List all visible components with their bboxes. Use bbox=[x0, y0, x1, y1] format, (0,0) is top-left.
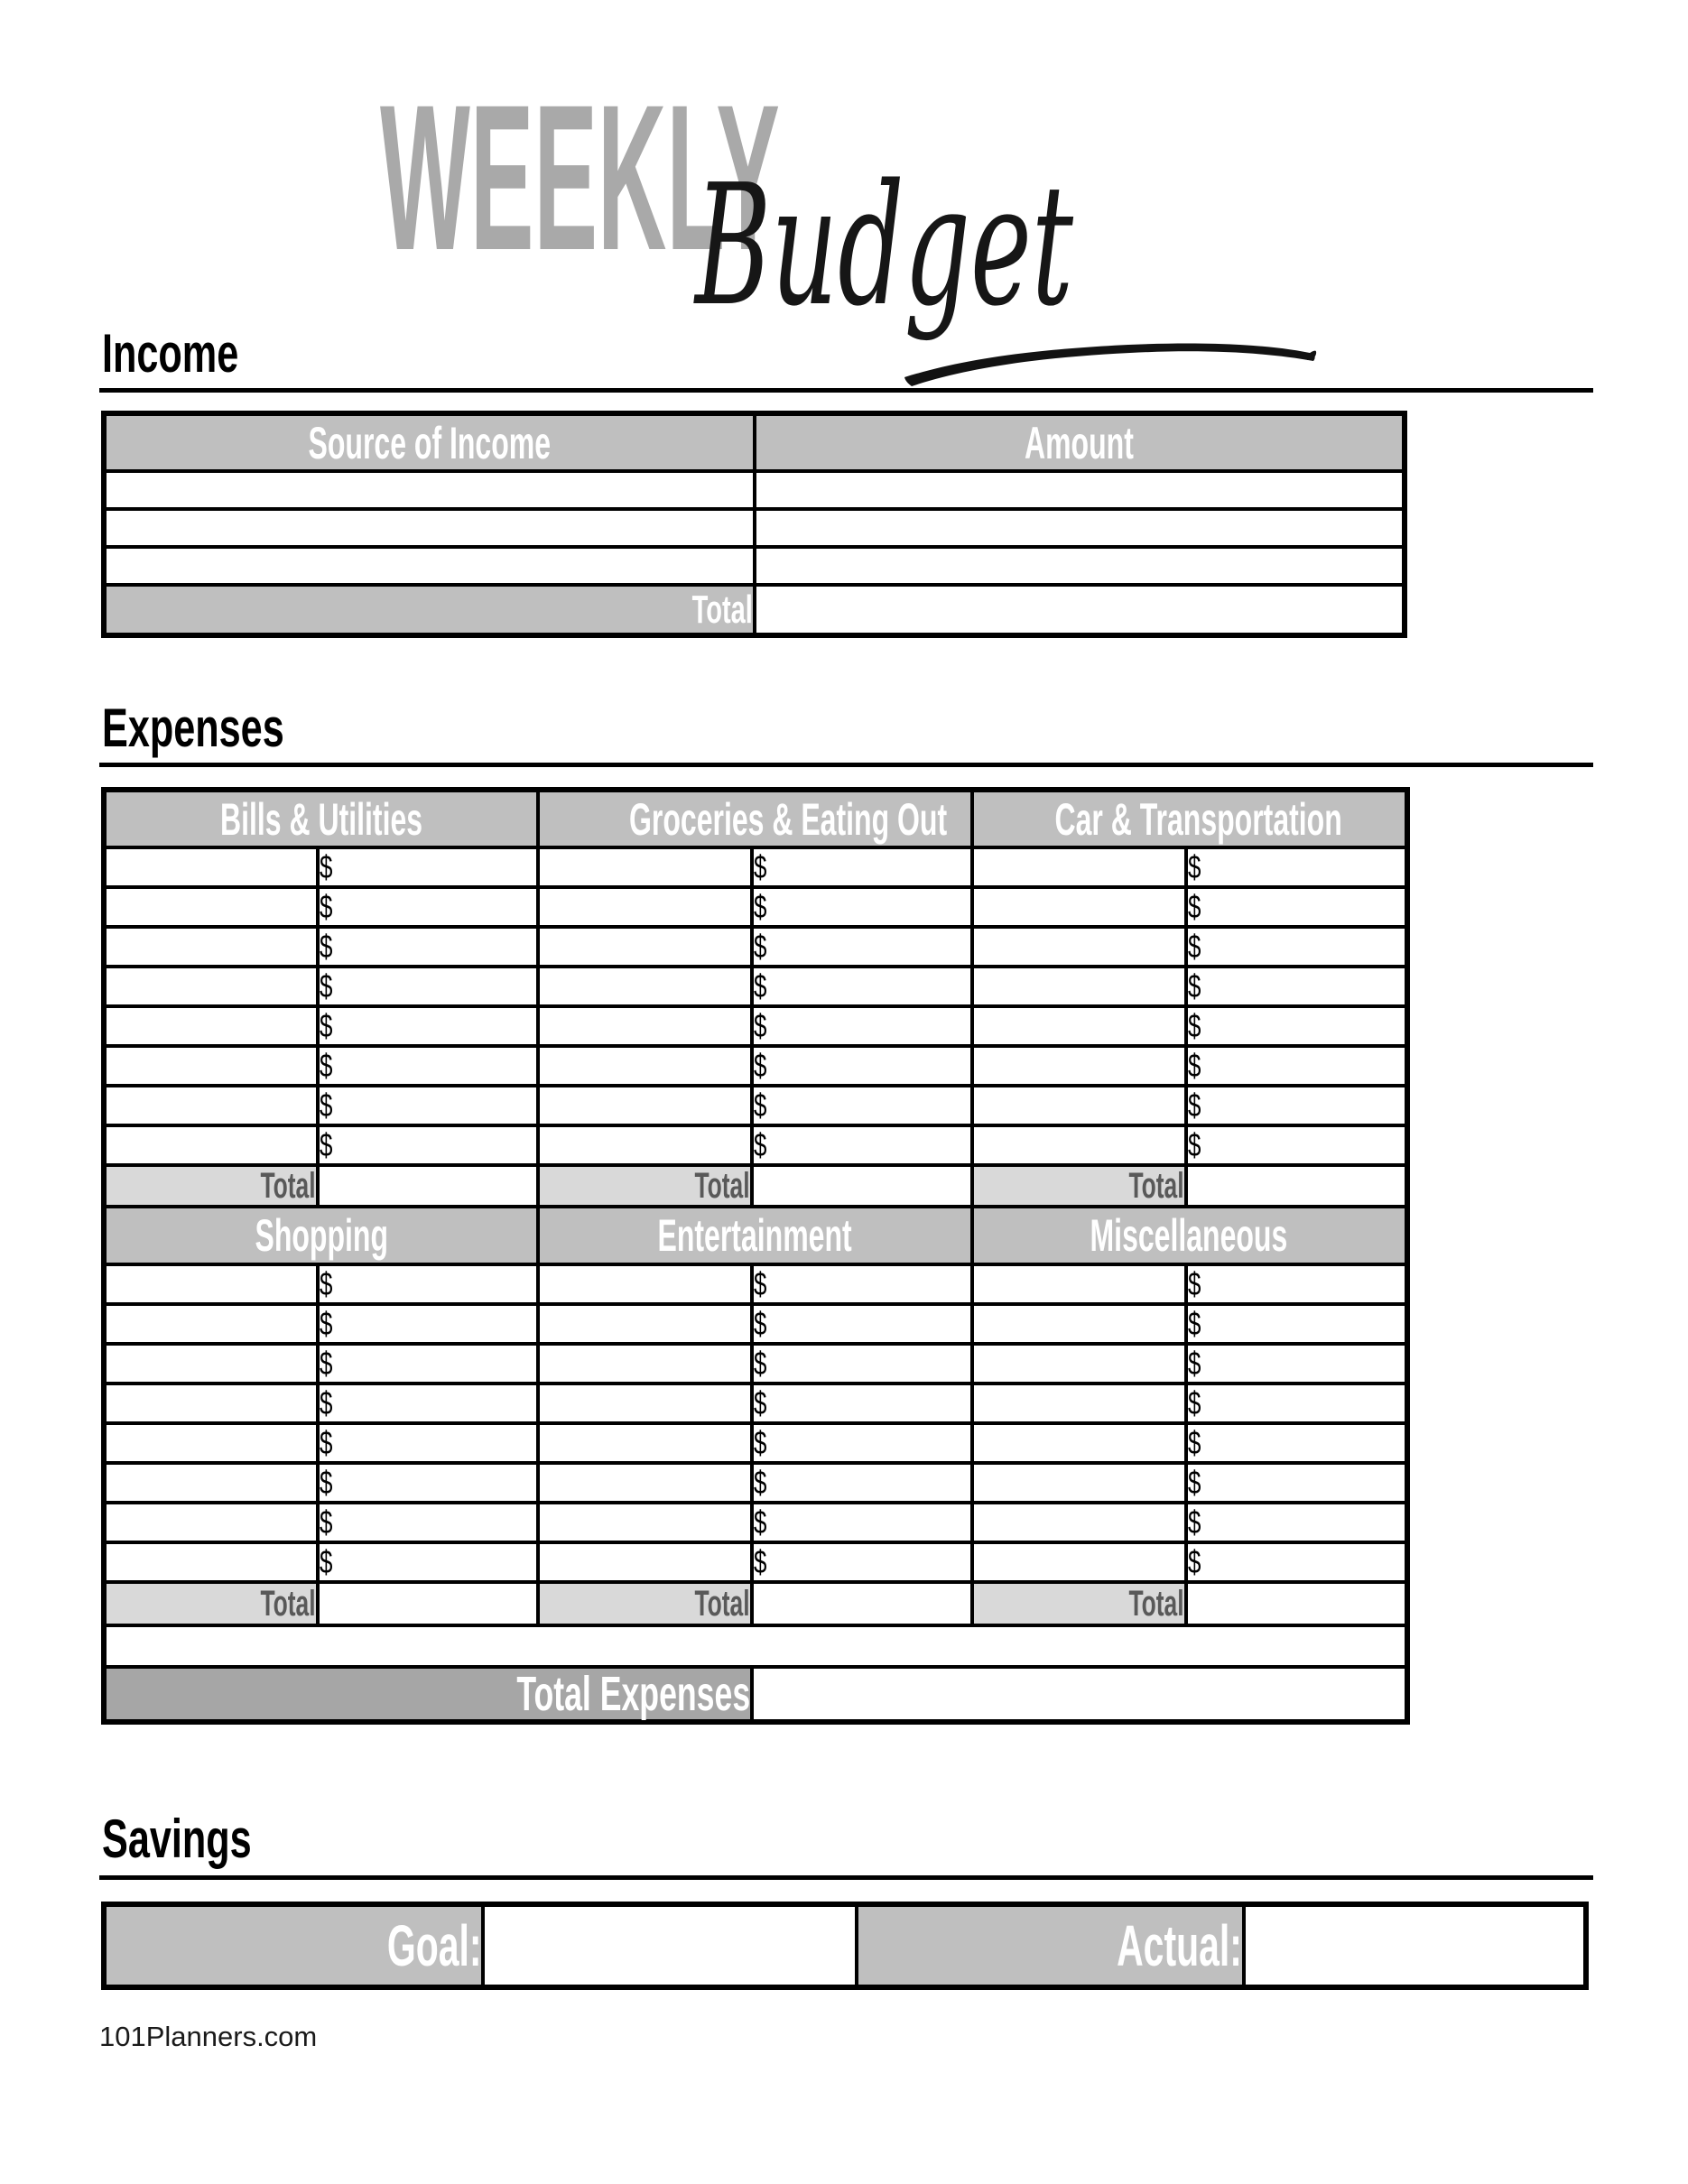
expense-amount-cell[interactable] bbox=[1186, 1304, 1408, 1344]
income-amount-header-cell bbox=[755, 413, 1405, 471]
currency-symbol: $ bbox=[319, 1543, 333, 1580]
expense-amount-cell[interactable] bbox=[752, 1463, 972, 1503]
expenses-section-title bbox=[102, 698, 355, 758]
expense-amount-cell[interactable] bbox=[318, 1264, 538, 1304]
currency-symbol: $ bbox=[319, 1305, 333, 1342]
expense-blank-row bbox=[104, 1384, 1407, 1423]
currency-symbol: $ bbox=[1187, 1007, 1201, 1044]
expense-item-cell[interactable] bbox=[538, 1304, 752, 1344]
expense-blank-row bbox=[104, 887, 1407, 927]
expense-item-cell[interactable] bbox=[104, 847, 318, 887]
expense-amount-cell[interactable] bbox=[1186, 1384, 1408, 1423]
currency-symbol: $ bbox=[1187, 1126, 1201, 1163]
income-section-title bbox=[102, 323, 292, 384]
expense-blank-row bbox=[104, 927, 1407, 967]
savings-actual-label-cell bbox=[857, 1904, 1244, 1987]
expense-amount-cell[interactable] bbox=[752, 1384, 972, 1423]
savings-goal-value-cell[interactable] bbox=[483, 1904, 857, 1987]
expense-item-cell[interactable] bbox=[972, 1542, 1186, 1582]
expense-item-cell[interactable] bbox=[104, 1344, 318, 1384]
currency-symbol: $ bbox=[753, 1126, 767, 1163]
expense-total-label: Total bbox=[1128, 1166, 1184, 1206]
income-source-cell[interactable] bbox=[104, 471, 755, 509]
expense-item-cell[interactable] bbox=[538, 1423, 752, 1463]
income-rule bbox=[99, 388, 1593, 393]
expense-amount-cell[interactable] bbox=[1186, 927, 1408, 967]
currency-symbol: $ bbox=[753, 1087, 767, 1124]
expense-amount-cell[interactable] bbox=[318, 1304, 538, 1344]
expense-amount-cell[interactable] bbox=[318, 1344, 538, 1384]
expense-blank-row bbox=[104, 847, 1407, 887]
expense-amount-cell[interactable] bbox=[1186, 1125, 1408, 1165]
currency-symbol: $ bbox=[1187, 1543, 1201, 1580]
expense-amount-cell[interactable] bbox=[318, 1423, 538, 1463]
total-expenses-row bbox=[104, 1667, 1407, 1722]
currency-symbol: $ bbox=[753, 967, 767, 1004]
expense-group-header-cell bbox=[972, 1207, 1407, 1264]
expense-amount-cell[interactable] bbox=[752, 1344, 972, 1384]
currency-symbol: $ bbox=[319, 1384, 333, 1421]
expense-item-cell[interactable] bbox=[972, 1086, 1186, 1125]
currency-symbol: $ bbox=[753, 1305, 767, 1342]
expense-amount-cell[interactable] bbox=[752, 1125, 972, 1165]
expense-item-cell[interactable] bbox=[538, 847, 752, 887]
expense-item-cell[interactable] bbox=[104, 1503, 318, 1542]
expense-item-cell[interactable] bbox=[104, 887, 318, 927]
expense-group-header-label: Shopping bbox=[255, 1210, 388, 1261]
expense-amount-cell[interactable] bbox=[752, 887, 972, 927]
currency-symbol: $ bbox=[1187, 1464, 1201, 1501]
savings-actual-label: Actual: bbox=[1116, 1913, 1242, 1978]
expense-amount-cell[interactable] bbox=[318, 1006, 538, 1046]
expense-amount-cell[interactable] bbox=[752, 1304, 972, 1344]
income-table bbox=[101, 411, 1407, 638]
expense-item-cell[interactable] bbox=[104, 1384, 318, 1423]
expense-amount-cell[interactable] bbox=[752, 1006, 972, 1046]
expense-item-cell[interactable] bbox=[972, 1463, 1186, 1503]
income-blank-row bbox=[104, 509, 1405, 547]
currency-symbol: $ bbox=[753, 1345, 767, 1382]
currency-symbol: $ bbox=[319, 1265, 333, 1302]
expense-blank-row bbox=[104, 1423, 1407, 1463]
expense-spacer-row bbox=[104, 1625, 1407, 1667]
expense-total-value-cell[interactable] bbox=[1186, 1582, 1408, 1625]
expense-amount-cell[interactable] bbox=[318, 887, 538, 927]
expense-item-cell[interactable] bbox=[972, 1264, 1186, 1304]
expense-item-cell[interactable] bbox=[972, 1503, 1186, 1542]
expense-group-header-cell bbox=[538, 790, 972, 847]
expense-amount-cell[interactable] bbox=[752, 1264, 972, 1304]
expense-blank-row bbox=[104, 1344, 1407, 1384]
savings-rule bbox=[99, 1875, 1593, 1880]
expense-total-value-cell[interactable] bbox=[318, 1165, 538, 1207]
total-expenses-label-cell bbox=[104, 1667, 752, 1722]
currency-symbol: $ bbox=[1187, 1305, 1201, 1342]
income-amount-header-label: Amount bbox=[1024, 417, 1134, 468]
expense-amount-cell[interactable] bbox=[1186, 1344, 1408, 1384]
expense-amount-cell[interactable] bbox=[1186, 1264, 1408, 1304]
expense-item-cell[interactable] bbox=[972, 1344, 1186, 1384]
expense-amount-cell[interactable] bbox=[1186, 1006, 1408, 1046]
logo-weekly-label: WEEKLY bbox=[380, 61, 780, 293]
income-amount-cell[interactable] bbox=[755, 509, 1405, 547]
currency-symbol: $ bbox=[753, 1047, 767, 1084]
total-expenses-label: Total Expenses bbox=[515, 1667, 750, 1721]
expense-amount-cell[interactable] bbox=[1186, 1503, 1408, 1542]
income-source-cell[interactable] bbox=[104, 509, 755, 547]
expense-item-cell[interactable] bbox=[104, 1086, 318, 1125]
currency-symbol: $ bbox=[753, 1424, 767, 1461]
currency-symbol: $ bbox=[753, 888, 767, 925]
currency-symbol: $ bbox=[753, 1504, 767, 1541]
expense-amount-cell[interactable] bbox=[752, 1423, 972, 1463]
expense-amount-cell[interactable] bbox=[318, 967, 538, 1006]
expense-item-cell[interactable] bbox=[104, 1423, 318, 1463]
income-blank-row bbox=[104, 471, 1405, 509]
expense-amount-cell[interactable] bbox=[1186, 1463, 1408, 1503]
savings-goal-label-cell bbox=[104, 1904, 483, 1987]
expense-spacer-cell bbox=[104, 1625, 1407, 1667]
income-amount-cell[interactable] bbox=[755, 547, 1405, 585]
currency-symbol: $ bbox=[319, 848, 333, 885]
currency-symbol: $ bbox=[753, 928, 767, 965]
expense-item-cell[interactable] bbox=[538, 927, 752, 967]
currency-symbol: $ bbox=[319, 928, 333, 965]
expense-amount-cell[interactable] bbox=[318, 1384, 538, 1423]
expense-blank-row bbox=[104, 1463, 1407, 1503]
expense-amount-cell[interactable] bbox=[318, 1463, 538, 1503]
expense-item-cell[interactable] bbox=[538, 1264, 752, 1304]
expense-item-cell[interactable] bbox=[104, 967, 318, 1006]
expense-amount-cell[interactable] bbox=[752, 927, 972, 967]
expense-group-header-label: Bills & Utilities bbox=[219, 793, 422, 845]
total-expenses-value-cell[interactable] bbox=[752, 1667, 1407, 1722]
expense-total-label-cell bbox=[538, 1582, 752, 1625]
income-blank-row bbox=[104, 547, 1405, 585]
currency-symbol: $ bbox=[319, 1087, 333, 1124]
expense-amount-cell[interactable] bbox=[1186, 1086, 1408, 1125]
expense-group-header-cell bbox=[104, 790, 538, 847]
income-source-header-cell bbox=[104, 413, 755, 471]
income-total-label-cell bbox=[104, 585, 755, 635]
currency-symbol: $ bbox=[1187, 1047, 1201, 1084]
expense-item-cell[interactable] bbox=[972, 1006, 1186, 1046]
expense-blank-row bbox=[104, 1542, 1407, 1582]
footer bbox=[99, 2020, 317, 2053]
expense-amount-cell[interactable] bbox=[1186, 1423, 1408, 1463]
currency-symbol: $ bbox=[319, 1007, 333, 1044]
currency-symbol: $ bbox=[1187, 1345, 1201, 1382]
savings-row bbox=[104, 1904, 1586, 1987]
expense-item-cell[interactable] bbox=[972, 967, 1186, 1006]
currency-symbol: $ bbox=[319, 1047, 333, 1084]
currency-symbol: $ bbox=[1187, 1504, 1201, 1541]
expense-item-cell[interactable] bbox=[538, 887, 752, 927]
expense-group-header-label: Car & Transportation bbox=[1054, 793, 1342, 845]
expense-amount-cell[interactable] bbox=[752, 1086, 972, 1125]
currency-symbol: $ bbox=[1187, 848, 1201, 885]
income-title-label: Income bbox=[102, 323, 239, 384]
expense-total-label: Total bbox=[694, 1584, 750, 1624]
expense-total-label: Total bbox=[1128, 1584, 1184, 1624]
expense-amount-cell[interactable] bbox=[1186, 967, 1408, 1006]
expense-total-value-cell[interactable] bbox=[752, 1165, 972, 1207]
expense-group-header-label: Entertainment bbox=[657, 1210, 852, 1261]
expense-item-cell[interactable] bbox=[104, 1006, 318, 1046]
expense-item-cell[interactable] bbox=[972, 1046, 1186, 1086]
expense-item-cell[interactable] bbox=[538, 1503, 752, 1542]
expense-amount-cell[interactable] bbox=[752, 1503, 972, 1542]
income-total-label: Total bbox=[691, 587, 753, 632]
expense-blank-row bbox=[104, 1503, 1407, 1542]
expense-table bbox=[101, 787, 1410, 1725]
expense-amount-cell[interactable] bbox=[1186, 1046, 1408, 1086]
expense-item-cell[interactable] bbox=[538, 967, 752, 1006]
expense-group-header-row bbox=[104, 790, 1407, 847]
expense-amount-cell[interactable] bbox=[318, 1542, 538, 1582]
currency-symbol: $ bbox=[319, 1345, 333, 1382]
expense-total-row bbox=[104, 1582, 1407, 1625]
expense-blank-row bbox=[104, 1125, 1407, 1165]
expense-total-label: Total bbox=[260, 1166, 316, 1206]
expense-amount-cell[interactable] bbox=[752, 1046, 972, 1086]
expense-item-cell[interactable] bbox=[104, 1264, 318, 1304]
expense-item-cell[interactable] bbox=[538, 1542, 752, 1582]
income-header-row bbox=[104, 413, 1405, 471]
expense-item-cell[interactable] bbox=[538, 1384, 752, 1423]
expense-total-row bbox=[104, 1165, 1407, 1207]
expense-amount-cell[interactable] bbox=[318, 847, 538, 887]
currency-symbol: $ bbox=[319, 967, 333, 1004]
savings-actual-value-cell[interactable] bbox=[1244, 1904, 1586, 1987]
expense-item-cell[interactable] bbox=[972, 927, 1186, 967]
logo-swash-flourish bbox=[903, 336, 1318, 386]
expense-item-cell[interactable] bbox=[104, 1046, 318, 1086]
income-total-value-cell[interactable] bbox=[755, 585, 1405, 635]
expense-group-header-cell bbox=[972, 790, 1407, 847]
expense-total-label: Total bbox=[694, 1166, 750, 1206]
expense-amount-cell[interactable] bbox=[1186, 887, 1408, 927]
expense-item-cell[interactable] bbox=[972, 847, 1186, 887]
expense-item-cell[interactable] bbox=[104, 1304, 318, 1344]
currency-symbol: $ bbox=[1187, 888, 1201, 925]
expense-item-cell[interactable] bbox=[104, 1542, 318, 1582]
currency-symbol: $ bbox=[319, 888, 333, 925]
savings-section-title bbox=[102, 1809, 310, 1869]
expense-item-cell[interactable] bbox=[104, 927, 318, 967]
expense-item-cell[interactable] bbox=[538, 1125, 752, 1165]
currency-symbol: $ bbox=[319, 1464, 333, 1501]
expense-blank-row bbox=[104, 1086, 1407, 1125]
expense-item-cell[interactable] bbox=[538, 1046, 752, 1086]
currency-symbol: $ bbox=[1187, 967, 1201, 1004]
expense-blank-row bbox=[104, 1046, 1407, 1086]
expense-item-cell[interactable] bbox=[538, 1086, 752, 1125]
currency-symbol: $ bbox=[753, 1464, 767, 1501]
expense-total-value-cell[interactable] bbox=[752, 1582, 972, 1625]
expense-group-header-cell bbox=[538, 1207, 972, 1264]
income-source-cell[interactable] bbox=[104, 547, 755, 585]
expense-total-label-cell bbox=[972, 1582, 1186, 1625]
income-source-header-label: Source of Income bbox=[308, 417, 551, 468]
expense-total-label-cell bbox=[538, 1165, 752, 1207]
income-total-row bbox=[104, 585, 1405, 635]
expense-item-cell[interactable] bbox=[972, 1125, 1186, 1165]
expense-item-cell[interactable] bbox=[104, 1463, 318, 1503]
logo-budget-script bbox=[695, 148, 1305, 343]
expense-blank-row bbox=[104, 1006, 1407, 1046]
logo-budget-label: Budget bbox=[695, 148, 1073, 343]
expense-group-header-cell bbox=[104, 1207, 538, 1264]
expense-total-value-cell[interactable] bbox=[318, 1582, 538, 1625]
expense-group-header-label: Miscellaneous bbox=[1090, 1210, 1288, 1261]
currency-symbol: $ bbox=[1187, 1384, 1201, 1421]
currency-symbol: $ bbox=[753, 1265, 767, 1302]
expense-amount-cell[interactable] bbox=[752, 847, 972, 887]
expense-amount-cell[interactable] bbox=[318, 927, 538, 967]
expense-item-cell[interactable] bbox=[538, 1006, 752, 1046]
expense-item-cell[interactable] bbox=[538, 1463, 752, 1503]
currency-symbol: $ bbox=[319, 1424, 333, 1461]
savings-goal-label: Goal: bbox=[386, 1913, 482, 1978]
currency-symbol: $ bbox=[753, 1543, 767, 1580]
expense-amount-cell[interactable] bbox=[318, 1046, 538, 1086]
expense-amount-cell[interactable] bbox=[752, 967, 972, 1006]
expense-amount-cell[interactable] bbox=[1186, 847, 1408, 887]
currency-symbol: $ bbox=[319, 1504, 333, 1541]
expense-item-cell[interactable] bbox=[538, 1344, 752, 1384]
expense-total-label-cell bbox=[104, 1582, 318, 1625]
currency-symbol: $ bbox=[753, 848, 767, 885]
expense-amount-cell[interactable] bbox=[752, 1542, 972, 1582]
expense-group-header-label: Groceries & Eating Out bbox=[628, 793, 947, 845]
expense-amount-cell[interactable] bbox=[318, 1503, 538, 1542]
expense-item-cell[interactable] bbox=[972, 1423, 1186, 1463]
expense-blank-row bbox=[104, 1264, 1407, 1304]
expense-item-cell[interactable] bbox=[972, 887, 1186, 927]
expenses-rule bbox=[99, 763, 1593, 767]
currency-symbol: $ bbox=[1187, 928, 1201, 965]
currency-symbol: $ bbox=[753, 1007, 767, 1044]
expense-total-label-cell bbox=[104, 1165, 318, 1207]
expense-total-value-cell[interactable] bbox=[1186, 1165, 1408, 1207]
currency-symbol: $ bbox=[1187, 1265, 1201, 1302]
expense-total-label-cell bbox=[972, 1165, 1186, 1207]
expense-amount-cell[interactable] bbox=[1186, 1542, 1408, 1582]
savings-title-label: Savings bbox=[102, 1809, 252, 1869]
savings-table bbox=[101, 1902, 1589, 1990]
expense-amount-cell[interactable] bbox=[318, 1125, 538, 1165]
currency-symbol: $ bbox=[753, 1384, 767, 1421]
expense-amount-cell[interactable] bbox=[318, 1086, 538, 1125]
currency-symbol: $ bbox=[319, 1126, 333, 1163]
expense-blank-row bbox=[104, 967, 1407, 1006]
expenses-title-label: Expenses bbox=[102, 698, 284, 758]
expense-total-label: Total bbox=[260, 1584, 316, 1624]
expense-group-header-row bbox=[104, 1207, 1407, 1264]
footer-site-text: 101Planners.com bbox=[99, 2021, 318, 2052]
expense-blank-row bbox=[104, 1304, 1407, 1344]
currency-symbol: $ bbox=[1187, 1424, 1201, 1461]
expense-item-cell[interactable] bbox=[972, 1304, 1186, 1344]
expense-item-cell[interactable] bbox=[972, 1384, 1186, 1423]
expense-item-cell[interactable] bbox=[104, 1125, 318, 1165]
currency-symbol: $ bbox=[1187, 1087, 1201, 1124]
income-amount-cell[interactable] bbox=[755, 471, 1405, 509]
